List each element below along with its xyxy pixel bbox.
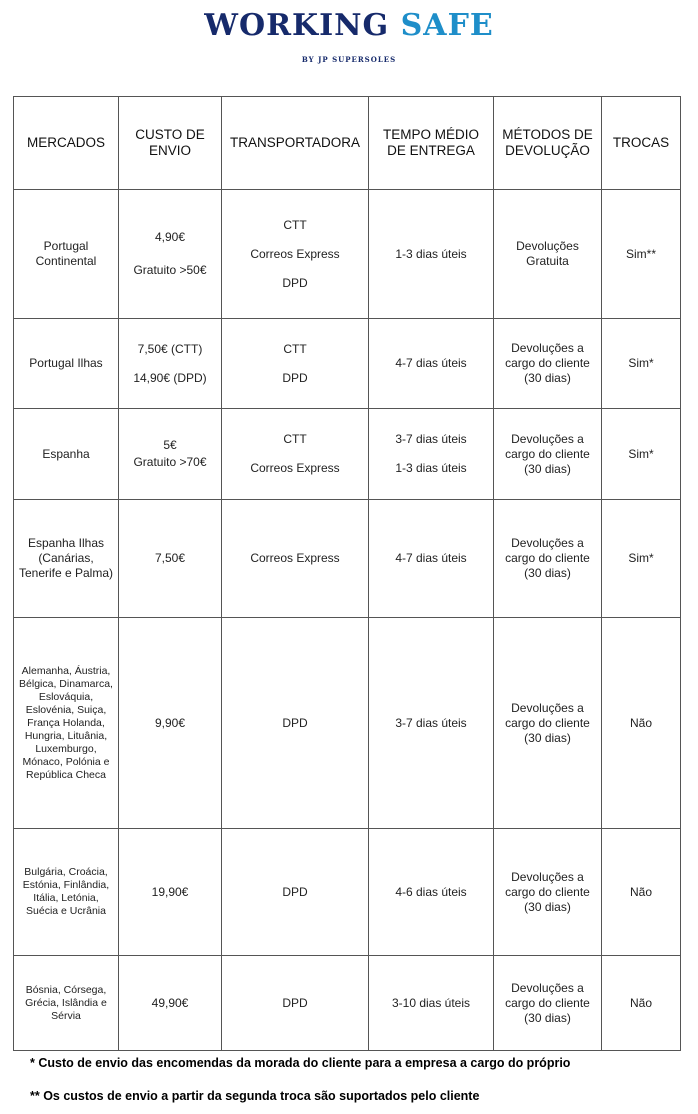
cost-cell: 49,90€	[119, 956, 222, 1051]
returns-cell: Devoluções a cargo do cliente (30 dias)	[494, 956, 602, 1051]
table-row	[14, 500, 681, 618]
cost-line: 4,90€	[154, 230, 186, 244]
header-return-methods: MÉTODOS DE DEVOLUÇÃO	[494, 97, 602, 190]
market-cell: Portugal Continental	[14, 190, 119, 319]
carrier-cell	[222, 190, 369, 319]
exchanges-cell: Não	[602, 956, 681, 1051]
cost-cell	[119, 409, 222, 500]
returns-cell: Devoluções Gratuita	[494, 190, 602, 319]
carrier-cell: Correos Express	[222, 500, 369, 618]
time-cell: 4-7 dias úteis	[369, 319, 494, 409]
returns-cell: Devoluções a cargo do cliente (30 dias)	[494, 618, 602, 829]
carrier-line: DPD	[282, 275, 308, 290]
footnote-double-asterisk: ** Os custos de envio a partir da segunda troca são suportados pelo cliente	[30, 1089, 480, 1103]
carrier-cell: DPD	[222, 956, 369, 1051]
returns-cell: Devoluções a cargo do cliente (30 dias)	[494, 319, 602, 409]
carrier-line: Correos Express	[250, 461, 340, 475]
exchanges-cell: Sim*	[602, 500, 681, 618]
cost-cell: 19,90€	[119, 829, 222, 956]
time-cell: 3-7 dias úteis	[369, 618, 494, 829]
exchanges-cell: Sim*	[602, 319, 681, 409]
brand-subtitle: BY JP SUPERSOLES	[301, 55, 397, 64]
exchanges-cell: Não	[602, 829, 681, 956]
table-row	[14, 618, 681, 829]
header-carrier: TRANSPORTADORA	[222, 97, 369, 190]
market-cell: Alemanha, Áustria, Bélgica, Dinamarca, Eslováquia, Eslovénia, Suiça, França Holanda, Hungria, Lituânia, Luxemburgo, Mónaco, Polónia e República Checa	[14, 618, 119, 829]
cost-line: 7,50€ (CTT)	[137, 341, 203, 356]
time-line: 3-7 dias úteis	[395, 432, 467, 446]
carrier-cell	[222, 409, 369, 500]
carrier-cell	[222, 319, 369, 409]
time-cell: 3-10 dias úteis	[369, 956, 494, 1051]
market-cell: Bósnia, Córsega, Grécia, Islândia e Sérvia	[14, 956, 119, 1051]
exchanges-cell: Sim**	[602, 190, 681, 319]
carrier-cell: DPD	[222, 829, 369, 956]
time-line: 1-3 dias úteis	[395, 461, 467, 475]
market-cell: Espanha	[14, 409, 119, 500]
table-row	[14, 190, 681, 319]
table-header-row	[14, 97, 681, 190]
footnote-single-asterisk: * Custo de envio das encomendas da morada do cliente para a empresa a cargo do próprio	[30, 1056, 571, 1070]
returns-cell: Devoluções a cargo do cliente (30 dias)	[494, 829, 602, 956]
header-markets: MERCADOS	[14, 97, 119, 190]
cost-line: Gratuito >50€	[133, 263, 207, 277]
table-row	[14, 956, 681, 1051]
cost-line: Gratuito >70€	[133, 455, 207, 469]
cost-cell	[119, 190, 222, 319]
brand-title-main: WORKING	[204, 8, 390, 43]
time-cell: 4-6 dias úteis	[369, 829, 494, 956]
table-row	[14, 829, 681, 956]
brand-title	[0, 8, 698, 44]
time-cell: 4-7 dias úteis	[369, 500, 494, 618]
returns-cell: Devoluções a cargo do cliente (30 dias)	[494, 500, 602, 618]
exchanges-cell: Sim*	[602, 409, 681, 500]
cost-cell: 7,50€	[119, 500, 222, 618]
cost-cell	[119, 319, 222, 409]
header-delivery-time: TEMPO MÉDIO DE ENTREGA	[369, 97, 494, 190]
table-row	[14, 409, 681, 500]
shipping-table	[13, 96, 681, 1051]
cost-line: 5€	[163, 438, 177, 452]
time-cell	[369, 409, 494, 500]
carrier-line: CTT	[283, 217, 307, 232]
carrier-line: DPD	[282, 370, 308, 385]
carrier-line: Correos Express	[250, 246, 340, 261]
time-cell: 1-3 dias úteis	[369, 190, 494, 319]
cost-cell: 9,90€	[119, 618, 222, 829]
market-cell: Espanha Ilhas (Canárias, Tenerife e Palma)	[14, 500, 119, 618]
header-shipping-cost: CUSTO DE ENVIO	[119, 97, 222, 190]
brand-title-accent: SAFE	[400, 8, 494, 43]
exchanges-cell: Não	[602, 618, 681, 829]
cost-line: 14,90€ (DPD)	[133, 370, 207, 385]
market-cell: Bulgária, Croácia, Estónia, Finlândia, Itália, Letónia, Suécia e Ucrânia	[14, 829, 119, 956]
carrier-line: CTT	[283, 432, 307, 446]
header-exchanges: TROCAS	[602, 97, 681, 190]
market-cell: Portugal Ilhas	[14, 319, 119, 409]
returns-cell: Devoluções a cargo do cliente (30 dias)	[494, 409, 602, 500]
carrier-cell: DPD	[222, 618, 369, 829]
table-row	[14, 319, 681, 409]
carrier-line: CTT	[283, 341, 307, 356]
